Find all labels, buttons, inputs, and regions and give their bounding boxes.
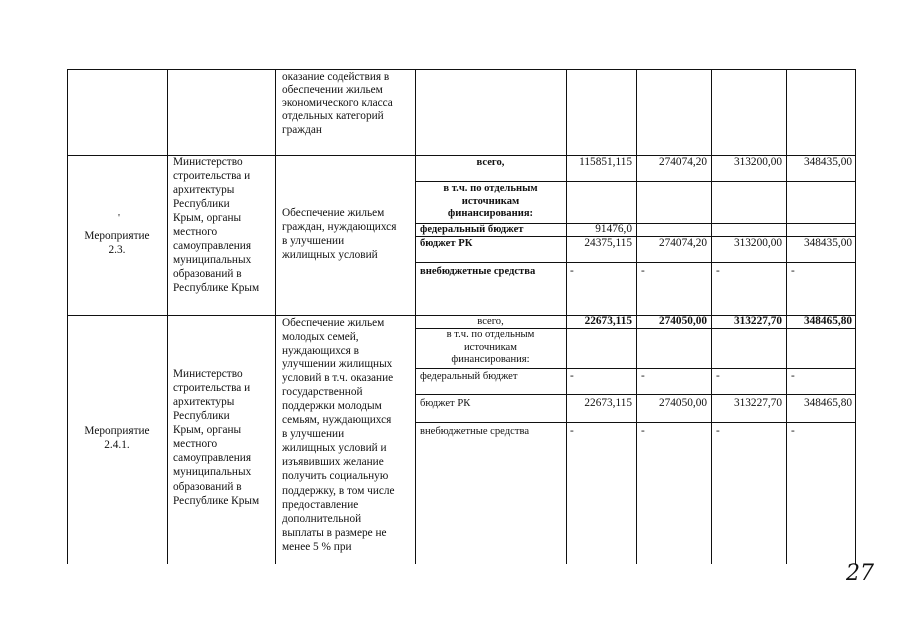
executor-line: самоуправления	[173, 240, 252, 252]
funding-value: 274050,00	[658, 315, 707, 327]
funding-value: -	[791, 265, 795, 277]
description-line: обеспечении жильем	[282, 84, 383, 96]
federal-budget-label: федеральный бюджет	[420, 224, 524, 235]
funding-value: 313227,70	[733, 397, 782, 409]
funding-value: 24375,115	[584, 237, 632, 249]
description-line: нуждающихся в	[282, 345, 359, 357]
description-line: граждан	[282, 124, 322, 136]
row-divider	[415, 422, 855, 423]
funding-value: 348435,00	[803, 156, 852, 168]
executor-line: местного	[173, 226, 218, 238]
description-line: дополнительной	[282, 513, 362, 525]
description-line: условий в т.ч. оказание	[282, 372, 394, 384]
funding-value: -	[791, 425, 795, 437]
col-divider	[855, 69, 856, 564]
measure-number: 2.3.	[108, 244, 126, 256]
description-line: поддержку, в том числе	[282, 485, 395, 497]
funding-value: -	[716, 265, 720, 277]
table-top-border	[67, 69, 855, 70]
funding-sources-label: в т.ч. по отдельным источникам финансирования:	[443, 183, 538, 219]
executor-line: строительства и	[173, 382, 251, 394]
funding-value: -	[791, 370, 795, 382]
description-line: граждан, нуждающихся	[282, 221, 397, 233]
col-divider	[275, 69, 276, 564]
funding-value: -	[716, 425, 720, 437]
row-divider	[415, 262, 855, 263]
rk-budget-label: бюджет РК	[420, 238, 473, 249]
funding-value: 274050,00	[658, 397, 707, 409]
description-line: отдельных категорий	[282, 110, 384, 122]
description-line: улучшении жилищных	[282, 358, 393, 370]
funding-value: -	[716, 370, 720, 382]
funding-value: 22673,115	[584, 315, 632, 327]
description-line: выплаты в размере не	[282, 527, 387, 539]
description-line: жилищных условий	[282, 249, 378, 261]
federal-budget-label: федеральный бюджет	[420, 371, 518, 382]
executor-line: архитектуры	[173, 184, 235, 196]
executor-line: местного	[173, 438, 218, 450]
col-divider	[167, 69, 168, 564]
extra-budget-label: внебюджетные средства	[420, 426, 530, 437]
tick-mark: '	[118, 212, 120, 224]
funding-total-label: всего,	[477, 316, 504, 327]
funding-value: 274074,20	[658, 237, 707, 249]
description-line: в улучшении	[282, 428, 345, 440]
funding-value: 348465,80	[803, 315, 852, 327]
executor-line: муниципальных	[173, 254, 252, 266]
page-number: 27	[846, 561, 874, 586]
funding-value: 313200,00	[733, 156, 782, 168]
extra-budget-label: внебюджетные средства	[420, 266, 536, 277]
executor-line: Республики	[173, 410, 230, 422]
executor-line: самоуправления	[173, 452, 252, 464]
funding-value: -	[570, 265, 574, 277]
measure-number: 2.4.1.	[104, 439, 130, 451]
rk-budget-label: бюджет РК	[420, 398, 471, 409]
description-line: оказание содействия в	[282, 71, 390, 83]
description-line: экономического класса	[282, 97, 393, 109]
funding-value: 115851,115	[579, 156, 632, 168]
executor-line: Министерство	[173, 368, 243, 380]
description-line: получить социальную	[282, 470, 389, 482]
measure-title: Мероприятие	[84, 425, 150, 437]
executor-line: муниципальных	[173, 466, 252, 478]
funding-value: -	[641, 370, 645, 382]
executor-line: образований в	[173, 481, 242, 493]
description-line: в улучшении	[282, 235, 345, 247]
row-divider	[415, 394, 855, 395]
funding-value: 91476,0	[595, 223, 632, 235]
funding-value: 274074,20	[658, 156, 707, 168]
description-line: изъявивших желание	[282, 456, 384, 468]
executor-line: Республики	[173, 198, 230, 210]
description-line: предоставление	[282, 499, 359, 511]
description-line: молодых семей,	[282, 331, 359, 343]
description-line: жилищных условий и	[282, 442, 387, 454]
funding-value: -	[641, 425, 645, 437]
executor-line: строительства и	[173, 170, 251, 182]
funding-value: -	[570, 425, 574, 437]
funding-value: 348465,80	[803, 397, 852, 409]
funding-sources-label: в т.ч. по отдельным источникам финансирования:	[446, 329, 535, 365]
executor-line: Крым, органы	[173, 212, 242, 224]
col-divider	[67, 69, 68, 564]
executor-line: Республике Крым	[173, 495, 260, 507]
description-line: государственной	[282, 386, 363, 398]
executor-line: Министерство	[173, 156, 243, 168]
funding-value: -	[570, 370, 574, 382]
row-divider	[415, 368, 855, 369]
funding-value: 313227,70	[733, 315, 782, 327]
row-divider	[415, 181, 855, 182]
funding-value: 313200,00	[733, 237, 782, 249]
description-line: поддержки молодым	[282, 400, 382, 412]
funding-value: 348435,00	[803, 237, 852, 249]
executor-line: Республике Крым	[173, 282, 260, 294]
executor-line: образований в	[173, 268, 242, 280]
funding-total-label: всего,	[476, 157, 505, 168]
description-line: Обеспечение жильем	[282, 207, 385, 219]
executor-line: архитектуры	[173, 396, 235, 408]
funding-value: -	[641, 265, 645, 277]
description-line: семьям, нуждающихся	[282, 414, 392, 426]
description-line: Обеспечение жильем	[282, 317, 385, 329]
description-line: менее 5 % при	[282, 541, 352, 553]
funding-value: 22673,115	[584, 397, 632, 409]
measure-title: Мероприятие	[84, 230, 150, 242]
executor-line: Крым, органы	[173, 424, 242, 436]
